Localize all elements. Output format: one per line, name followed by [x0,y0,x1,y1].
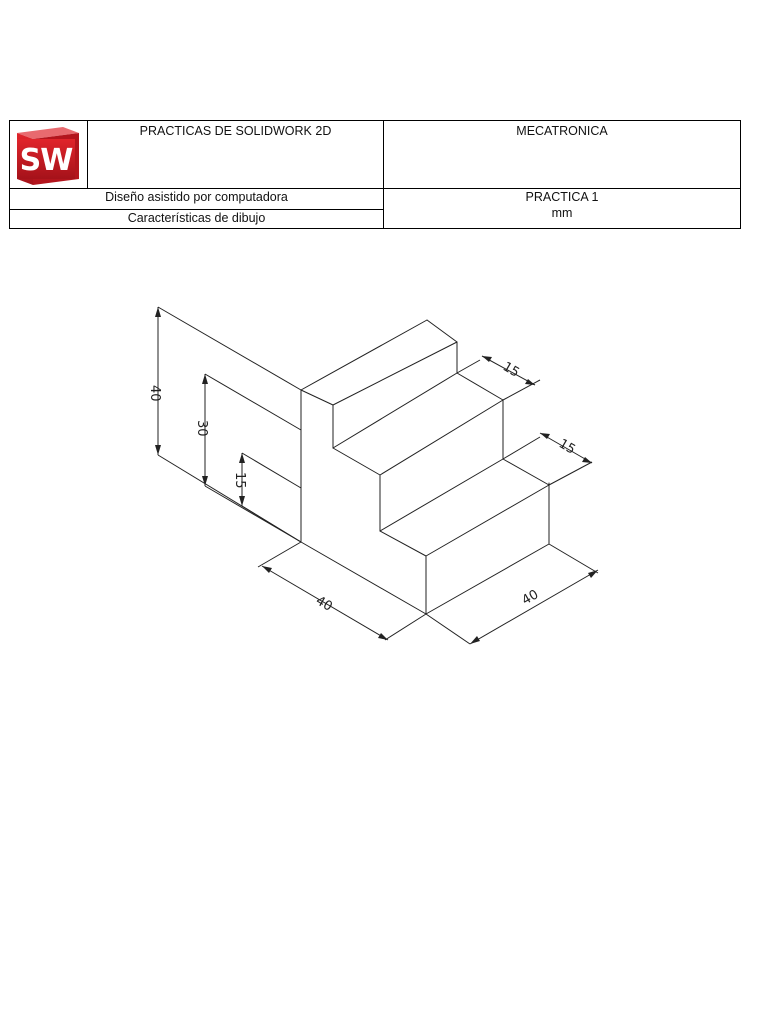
dim-step-upper: 15 [500,359,522,381]
dim-width-right: 40 [519,587,542,609]
topic-label: Características de dibujo [127,211,266,225]
area-label: MECATRONICA [516,124,608,138]
logo-text: SW [19,142,73,178]
course-label: Diseño asistido por computadora [105,190,288,204]
dim-height-mid: 30 [194,420,209,437]
dim-step-lower: 15 [556,436,578,458]
dim-width-left: 40 [313,593,335,615]
dim-height-low: 15 [232,472,247,489]
doc-title: PRACTICAS DE SOLIDWORK 2D [139,124,332,138]
practice-label: PRACTICA 1 [525,190,599,204]
units-label: mm [551,206,573,220]
dim-height-total: 40 [147,385,162,402]
